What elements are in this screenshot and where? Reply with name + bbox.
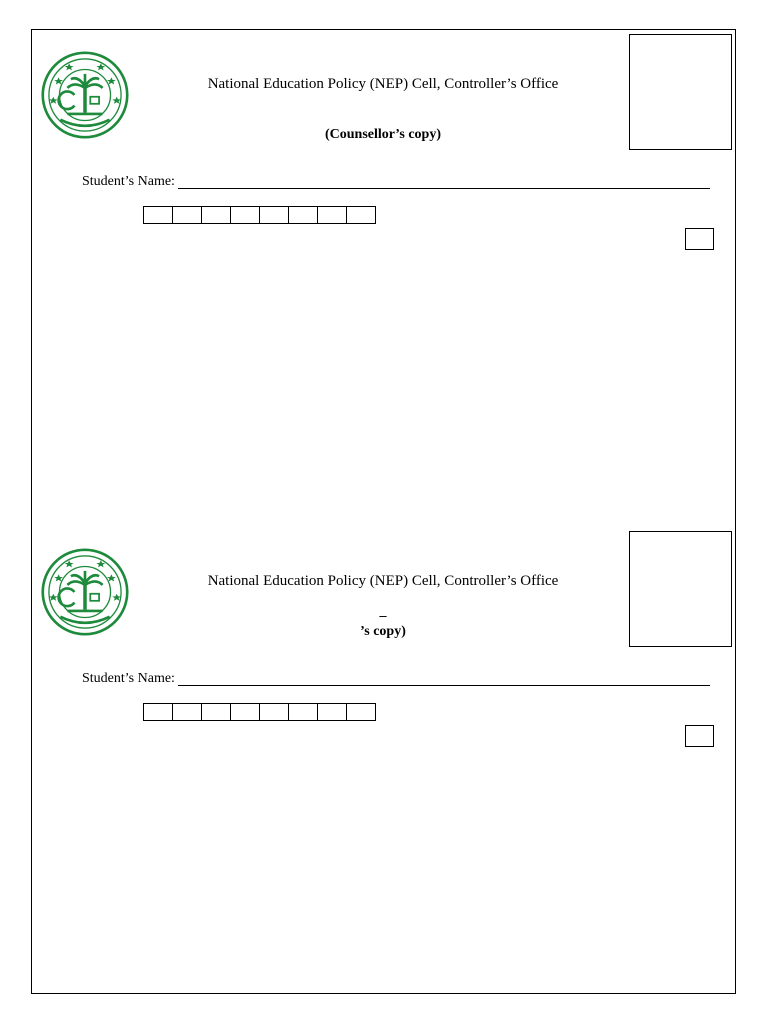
- office-heading: National Education Policy (NEP) Cell, Controller’s Office: [207, 573, 559, 589]
- digit-box[interactable]: [201, 206, 231, 224]
- counsellor-copy-section: [0, 0, 768, 400]
- digit-box[interactable]: [259, 703, 289, 721]
- enrolment-digit-boxes: [143, 206, 376, 224]
- digit-box[interactable]: [288, 206, 318, 224]
- photo-box: [629, 34, 732, 150]
- small-checkbox[interactable]: [685, 228, 714, 250]
- copy-dash: _: [379, 604, 387, 619]
- office-heading: National Education Policy (NEP) Cell, Controller’s Office: [207, 76, 559, 92]
- digit-box[interactable]: [230, 206, 260, 224]
- small-checkbox[interactable]: [685, 725, 714, 747]
- university-seal-icon: [41, 51, 129, 139]
- student-name-field[interactable]: [178, 188, 710, 189]
- digit-box[interactable]: [230, 703, 260, 721]
- student-name-label: Student’s Name:: [82, 671, 175, 686]
- digit-box[interactable]: [172, 703, 202, 721]
- enrolment-digit-boxes: [143, 703, 376, 721]
- student-copy-section: [0, 497, 768, 897]
- copy-label: ’s copy): [360, 624, 406, 639]
- digit-box[interactable]: [172, 206, 202, 224]
- copy-label: (Counsellor’s copy): [324, 127, 441, 142]
- digit-box[interactable]: [288, 703, 318, 721]
- digit-box[interactable]: [317, 703, 347, 721]
- university-seal-icon: [41, 548, 129, 636]
- digit-box[interactable]: [317, 206, 347, 224]
- digit-box[interactable]: [259, 206, 289, 224]
- digit-box[interactable]: [346, 206, 376, 224]
- student-name-label: Student’s Name:: [82, 174, 175, 189]
- photo-box: [629, 531, 732, 647]
- digit-box[interactable]: [346, 703, 376, 721]
- digit-box[interactable]: [201, 703, 231, 721]
- student-name-field[interactable]: [178, 685, 710, 686]
- digit-box[interactable]: [143, 206, 173, 224]
- digit-box[interactable]: [143, 703, 173, 721]
